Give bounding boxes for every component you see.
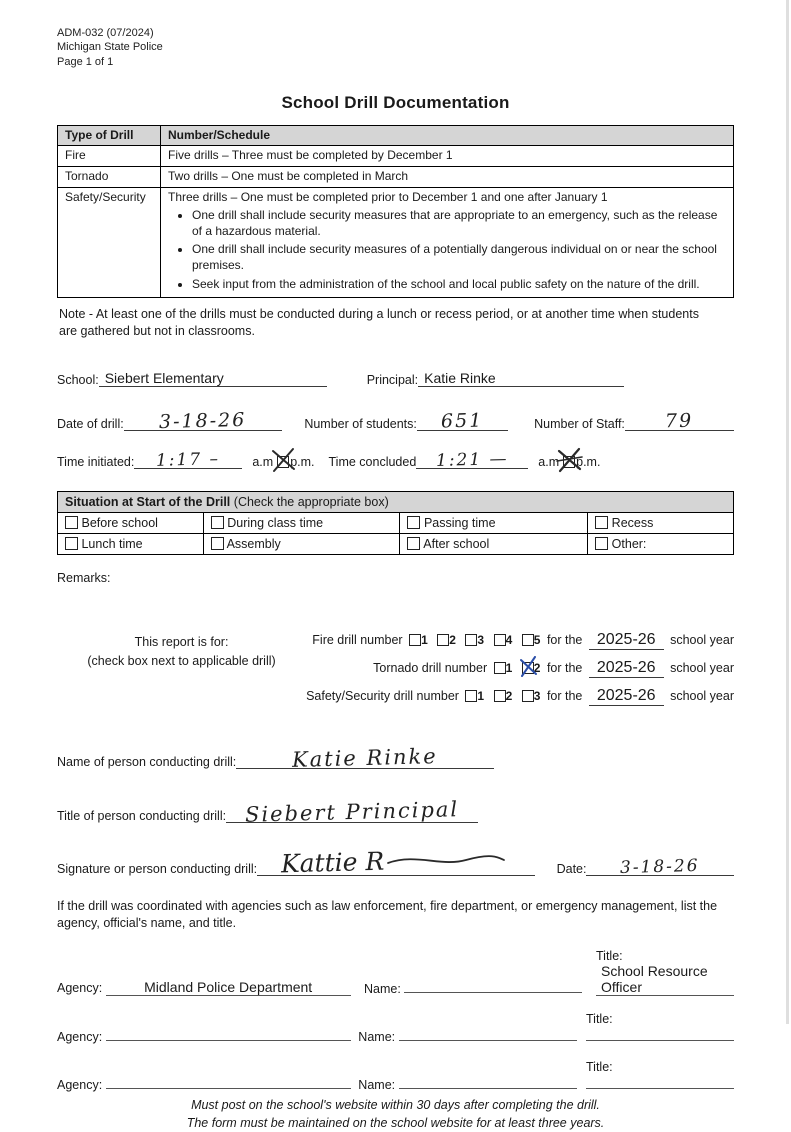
safety-bullet-2: • One drill shall include security measures of a potentially dangerous individual on or near the school premises. bbox=[192, 242, 726, 273]
assembly-label: Assembly bbox=[226, 537, 281, 552]
safety-for-the: for the bbox=[546, 689, 583, 704]
table-row-tornado bbox=[58, 167, 734, 188]
date-of-drill-handwriting: 3-18-26 bbox=[159, 408, 247, 434]
principal-input[interactable]: Katie Rinke bbox=[418, 370, 624, 387]
drill-type-table bbox=[57, 125, 734, 298]
time-concluded-input[interactable] bbox=[416, 449, 528, 472]
table-row-fire bbox=[58, 146, 734, 167]
tornado-for-the: for the bbox=[546, 661, 583, 676]
tornado-box-2-label: 2 bbox=[533, 661, 541, 676]
number-of-students-label: Number of students: bbox=[304, 417, 417, 432]
principal-label: Principal: bbox=[366, 372, 419, 387]
time-initiated-label: Time initiated: bbox=[57, 455, 135, 470]
school-principal-row bbox=[57, 370, 734, 387]
during-class-checkbox[interactable] bbox=[211, 516, 224, 529]
during-class-label: During class time bbox=[227, 516, 324, 531]
concluded-am-label: a.m bbox=[538, 455, 560, 470]
agency-3-input[interactable] bbox=[106, 1074, 351, 1089]
number-of-students-input[interactable] bbox=[417, 409, 508, 433]
agency-instructions: If the drill was coordinated with agencies such as law enforcement, fire department, or emergency management, list the agency, official's name, and title. bbox=[57, 898, 718, 931]
time-initiated-input[interactable] bbox=[134, 449, 242, 471]
conductor-name-handwriting: Katie Rinke bbox=[292, 744, 439, 773]
report-section bbox=[57, 631, 734, 715]
safety-type-cell: Safety/Security bbox=[58, 187, 161, 298]
situation-header-cell bbox=[58, 492, 734, 513]
form-number: ADM-032 (07/2024) bbox=[57, 27, 154, 39]
signature-date-handwriting: 3-18-26 bbox=[620, 855, 701, 878]
students-handwriting: 651 bbox=[441, 409, 484, 433]
fire-drill-checkbox-3[interactable] bbox=[465, 634, 477, 646]
safety-box-1-label: 1 bbox=[477, 689, 485, 704]
safety-schedule-text: Three drills – One must be completed prior to December 1 and one after January 1 bbox=[168, 189, 608, 204]
report-lines bbox=[306, 631, 734, 715]
concluded-pm-label: p.m. bbox=[576, 455, 601, 470]
safety-bullet-list bbox=[168, 208, 726, 292]
tornado-type-cell: Tornado bbox=[58, 167, 161, 188]
report-intro-line2: (check box next to applicable drill) bbox=[87, 654, 276, 669]
name-1-label: Name: bbox=[364, 981, 401, 996]
safety-box-2-label: 2 bbox=[505, 689, 513, 704]
safety-schedule-cell bbox=[161, 187, 734, 298]
footer-line-2: The form must be maintained on the school website for at least three years. bbox=[186, 1116, 605, 1130]
signature-label: Signature or person conducting drill: bbox=[57, 861, 258, 876]
situation-header-title: Situation at Start of the Drill bbox=[65, 495, 231, 510]
fire-drill-checkbox-1[interactable] bbox=[409, 634, 421, 646]
situation-header-note: (Check the appropriate box) bbox=[233, 495, 389, 510]
conductor-title-label: Title of person conducting drill: bbox=[57, 809, 227, 824]
name-3-input[interactable] bbox=[399, 1074, 577, 1089]
fire-type-cell: Fire bbox=[58, 146, 161, 167]
fire-schedule-cell: Five drills – Three must be completed by December 1 bbox=[161, 146, 734, 167]
conductor-name-input[interactable] bbox=[236, 744, 494, 773]
agency-row-1 bbox=[57, 949, 734, 996]
before-school-checkbox[interactable] bbox=[65, 516, 78, 529]
date-of-drill-label: Date of drill: bbox=[57, 417, 124, 432]
agency-2-input[interactable] bbox=[106, 1026, 351, 1041]
title-3-label: Title: bbox=[586, 1059, 613, 1074]
signature-handwriting: Kattie R bbox=[280, 847, 385, 879]
tornado-schedule-cell: Two drills – One must be completed in March bbox=[161, 167, 734, 188]
tornado-school-year-input[interactable]: 2025-26 bbox=[589, 659, 664, 678]
fire-for-the: for the bbox=[546, 633, 583, 648]
staff-handwriting: 79 bbox=[665, 409, 694, 433]
title-2-label: Title: bbox=[586, 1011, 613, 1026]
time-initiated-handwriting: 1:17 – bbox=[156, 449, 221, 471]
tornado-drill-checkbox-2[interactable] bbox=[522, 662, 534, 674]
page-title: School Drill Documentation bbox=[281, 92, 510, 112]
form-meta bbox=[57, 26, 734, 69]
footer-line-1: Must post on the school's website within 30 days after completing the drill. bbox=[191, 1097, 600, 1112]
number-of-staff-input[interactable] bbox=[625, 409, 734, 433]
remarks-label: Remarks: bbox=[57, 571, 111, 586]
signature-date-label: Date: bbox=[556, 861, 587, 876]
recess-checkbox[interactable] bbox=[595, 516, 608, 529]
fire-school-year-input[interactable]: 2025-26 bbox=[589, 631, 664, 650]
report-intro bbox=[57, 631, 306, 715]
safety-drill-checkbox-1[interactable] bbox=[465, 690, 477, 702]
tornado-school-year-suffix: school year bbox=[670, 661, 734, 676]
after-school-label: After school bbox=[423, 537, 490, 552]
assembly-checkbox[interactable] bbox=[211, 537, 224, 550]
date-of-drill-input[interactable] bbox=[124, 408, 283, 434]
page-label: Page 1 of 1 bbox=[57, 55, 114, 68]
date-students-staff-row bbox=[57, 408, 734, 434]
title-1-label: Title: bbox=[596, 948, 623, 963]
lunch-time-label: Lunch time bbox=[81, 537, 143, 552]
fire-box-2-label: 2 bbox=[449, 633, 456, 648]
note-text: Note - At least one of the drills must be conducted during a lunch or recess period, or at another time when students are gathered but not in classrooms. bbox=[59, 307, 699, 339]
safety-drill-checkbox-2[interactable] bbox=[494, 690, 506, 702]
safety-box-3-label: 3 bbox=[533, 689, 541, 704]
number-of-staff-label: Number of Staff: bbox=[534, 417, 625, 432]
fire-drill-checkbox-5[interactable] bbox=[522, 634, 534, 646]
fire-school-year-suffix: school year bbox=[670, 633, 734, 648]
agency-name: Michigan State Police bbox=[57, 41, 163, 54]
conductor-name-row bbox=[57, 744, 734, 773]
safety-drill-number-line bbox=[306, 687, 734, 706]
tornado-drill-checkbox-1[interactable] bbox=[494, 662, 506, 674]
scan-edge-artifact bbox=[786, 0, 789, 1024]
fire-box-5-label: 5 bbox=[533, 633, 541, 648]
situation-row-1 bbox=[58, 513, 734, 534]
agency-1-label: Agency: bbox=[57, 980, 103, 995]
footer-notes bbox=[57, 1096, 734, 1132]
safety-drill-checkbox-3[interactable] bbox=[522, 690, 534, 702]
title-1-input[interactable]: School Resource Officer bbox=[596, 963, 734, 996]
fire-drill-number-label: Fire drill number bbox=[312, 633, 403, 648]
name-2-input[interactable] bbox=[399, 1026, 577, 1041]
drill-table-header-row bbox=[58, 125, 734, 146]
fire-drill-checkbox-4[interactable] bbox=[494, 634, 506, 646]
name-1-input[interactable] bbox=[404, 978, 582, 993]
name-2-label: Name: bbox=[358, 1029, 396, 1044]
table-row-safety-security bbox=[58, 187, 734, 298]
safety-bullet-1: • One drill shall include security measures that are appropriate to an emergency, such as the release of a hazardous material. bbox=[192, 208, 726, 239]
name-3-label: Name: bbox=[358, 1077, 396, 1092]
tornado-drill-number-line bbox=[306, 659, 734, 678]
conductor-name-label: Name of person conducting drill: bbox=[57, 755, 237, 770]
agency-row-2 bbox=[57, 1012, 734, 1044]
initiated-am-label: a.m bbox=[252, 455, 274, 470]
conductor-title-row bbox=[57, 797, 734, 828]
safety-drill-number-label: Safety/Security drill number bbox=[306, 689, 459, 704]
fire-box-3-label: 3 bbox=[477, 633, 485, 648]
fire-drill-number-line bbox=[306, 631, 734, 650]
lunch-time-checkbox[interactable] bbox=[65, 537, 78, 550]
safety-school-year-input[interactable]: 2025-26 bbox=[589, 687, 664, 706]
fire-drill-checkbox-2[interactable] bbox=[437, 634, 449, 646]
conductor-title-input[interactable] bbox=[226, 797, 478, 828]
safety-school-year-suffix: school year bbox=[670, 689, 734, 704]
passing-time-checkbox[interactable] bbox=[407, 516, 420, 529]
report-intro-line1: This report is for: bbox=[134, 635, 229, 650]
tornado-box-1-label: 1 bbox=[505, 661, 513, 676]
situation-table bbox=[57, 491, 734, 555]
after-school-checkbox[interactable] bbox=[407, 537, 420, 550]
time-concluded-handwriting: 1:21 — bbox=[435, 449, 509, 472]
time-concluded-label: Time concluded bbox=[328, 455, 417, 470]
agency-1-input[interactable]: Midland Police Department bbox=[106, 979, 351, 996]
fire-box-1-label: 1 bbox=[421, 633, 428, 648]
signature-flourish bbox=[386, 851, 506, 867]
situation-row-2 bbox=[58, 534, 734, 555]
recess-label: Recess bbox=[611, 516, 654, 531]
school-input[interactable]: Siebert Elementary bbox=[99, 370, 327, 387]
conductor-title-handwriting: Siebert Principal bbox=[244, 797, 460, 828]
before-school-label: Before school bbox=[81, 516, 158, 531]
fire-box-4-label: 4 bbox=[505, 633, 513, 648]
safety-bullet-3: • Seek input from the administration of the school and local public safety on the nature of the drill. bbox=[192, 277, 726, 293]
header-type-of-drill: Type of Drill bbox=[58, 125, 161, 146]
title-2-input[interactable] bbox=[586, 1026, 734, 1041]
signature-input[interactable] bbox=[257, 847, 534, 879]
school-label: School: bbox=[57, 372, 99, 387]
concluded-pm-checkbox[interactable] bbox=[563, 456, 575, 468]
other-checkbox[interactable] bbox=[595, 537, 608, 550]
other-label: Other: bbox=[611, 537, 647, 552]
agency-2-label: Agency: bbox=[57, 1029, 103, 1044]
situation-header-row bbox=[58, 492, 734, 513]
initiated-pm-label: p.m. bbox=[290, 455, 315, 470]
header-number-schedule: Number/Schedule bbox=[161, 125, 734, 146]
title-3-input[interactable] bbox=[586, 1074, 734, 1089]
initiated-pm-checkbox[interactable] bbox=[277, 456, 289, 468]
tornado-drill-number-label: Tornado drill number bbox=[373, 661, 488, 676]
time-row bbox=[57, 449, 734, 472]
passing-time-label: Passing time bbox=[423, 516, 496, 531]
agency-row-3 bbox=[57, 1060, 734, 1092]
signature-row bbox=[57, 847, 734, 879]
agency-3-label: Agency: bbox=[57, 1077, 103, 1092]
signature-date-input[interactable] bbox=[586, 855, 734, 878]
